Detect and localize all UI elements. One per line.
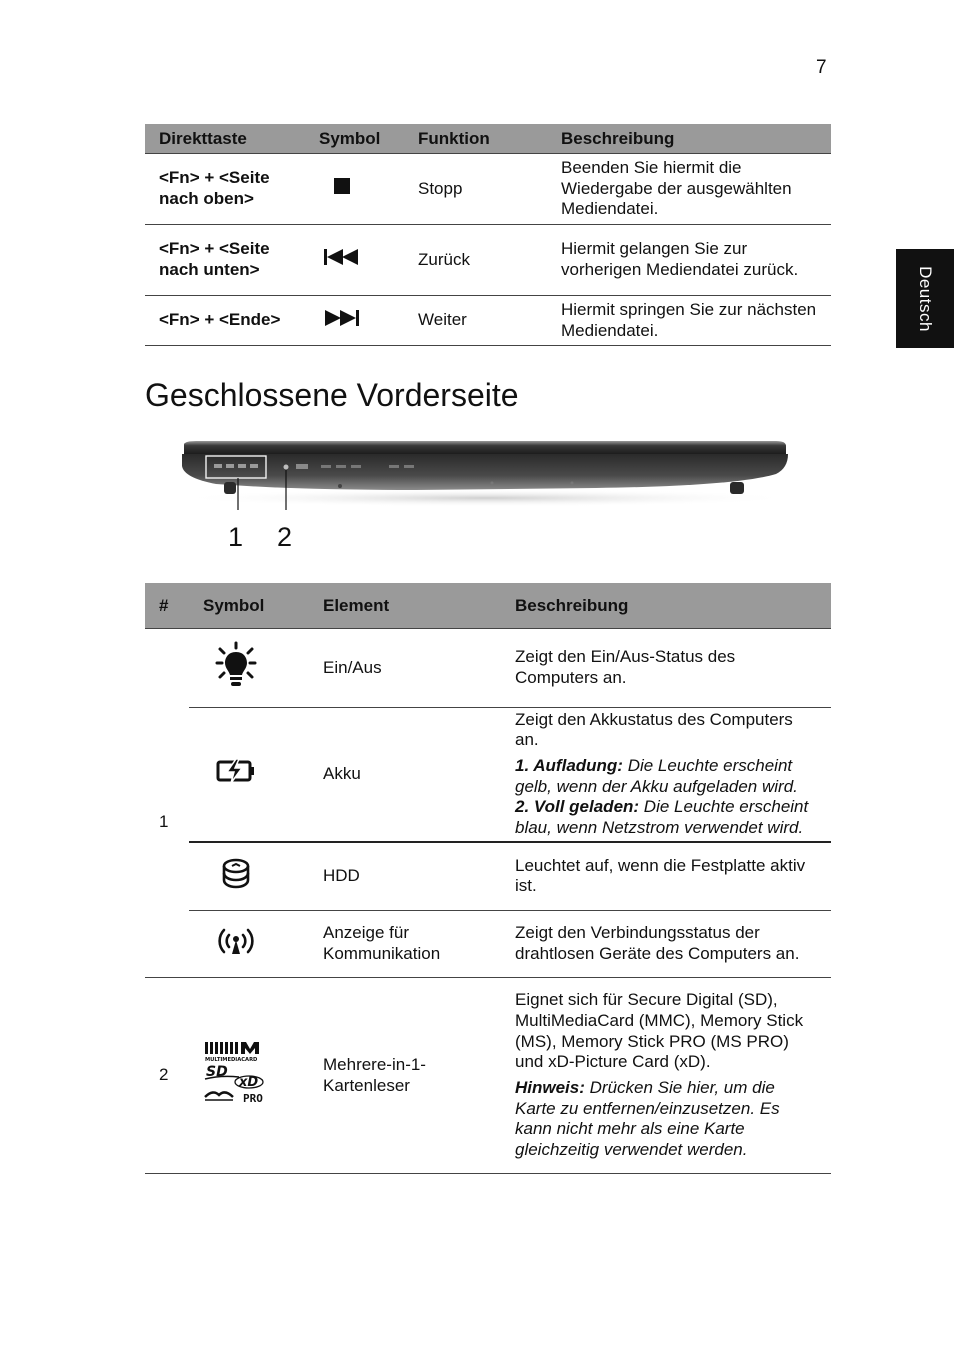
laptop-front-image xyxy=(176,438,796,515)
element-description: Zeigt den Akkustatus des Computers an. xyxy=(515,709,793,750)
language-tab-label: Deutsch xyxy=(916,265,935,332)
header-symbol: Symbol xyxy=(189,583,309,629)
section-title: Geschlossene Vorderseite xyxy=(145,377,519,413)
indicator-table xyxy=(145,583,831,1174)
card-reader-icon xyxy=(189,978,309,1174)
table-row xyxy=(145,911,831,978)
element-description-cell xyxy=(501,978,831,1174)
wireless-icon xyxy=(189,911,309,978)
element-description: Zeigt den Ein/Aus-Status des Computers an. xyxy=(501,629,831,708)
hdd-icon xyxy=(189,842,309,911)
note-label: 2. Voll geladen: xyxy=(515,797,640,817)
hotkey-key-line: nach unten> xyxy=(159,260,260,279)
element-name-line: Kommunikation xyxy=(323,944,441,963)
page-number: 7 xyxy=(816,57,827,78)
table-row xyxy=(145,708,831,842)
note-label: 1. Aufladung: xyxy=(515,756,623,776)
element-note xyxy=(515,1078,817,1161)
header-element: Element xyxy=(309,583,501,629)
language-tab xyxy=(896,249,954,348)
callout-2: 2 xyxy=(277,522,293,552)
xd-logo-text: xD xyxy=(239,1074,259,1090)
element-description: Leuchtet auf, wenn die Festplatte aktiv ist. xyxy=(501,842,831,911)
element-name xyxy=(309,911,501,978)
hotkey-function: Stopp xyxy=(404,154,547,225)
hotkey-key xyxy=(145,154,305,225)
element-description: Eignet sich für Secure Digital (SD), MultiMediaCard (MMC), Memory Stick (MS), Memory Stick PRO (MS PRO) und xD-Picture Card (xD). xyxy=(515,990,804,1072)
note-text: Die Leuchte erscheint blau, wenn Netzstrom verwendet wird. xyxy=(515,797,809,838)
table-row xyxy=(145,296,831,346)
stop-icon xyxy=(305,154,404,225)
hotkey-description: Hiermit springen Sie zur nächsten Mediendatei. xyxy=(547,296,831,346)
note-text: Drücken Sie hier, um die Karte zu entfernen/einzusetzen. Es kann nicht mehr als eine Karte gleichzeitig verwendet werden. xyxy=(515,1078,780,1160)
note-label: Hinweis: xyxy=(515,1078,585,1097)
note-text: Die Leuchte erscheint gelb, wenn der Akku aufgeladen wird. xyxy=(515,756,798,796)
hotkey-function: Zurück xyxy=(404,225,547,296)
hotkey-key: <Fn> + <Ende> xyxy=(145,296,305,346)
hotkey-key-line: <Fn> + <Seite xyxy=(159,239,270,259)
element-description-cell xyxy=(501,708,831,842)
previous-icon xyxy=(305,225,404,296)
hotkey-description: Beenden Sie hiermit die Wiedergabe der ausgewählten Mediendatei. xyxy=(547,154,831,225)
header-direkttaste: Direkttaste xyxy=(145,124,305,154)
element-note xyxy=(515,756,817,839)
battery-charge-icon xyxy=(189,708,309,842)
element-name: HDD xyxy=(309,842,501,911)
element-description: Zeigt den Verbindungsstatus der drahtlosen Geräte des Computers an. xyxy=(501,911,831,978)
pro-logo-text: PRO xyxy=(243,1091,263,1105)
element-name-line: Mehrere-in-1- xyxy=(323,1054,426,1074)
header-symbol: Symbol xyxy=(305,124,404,154)
hotkey-table xyxy=(145,124,831,346)
sd-logo-text: SD xyxy=(206,1063,228,1080)
header-funktion: Funktion xyxy=(404,124,547,154)
table-row xyxy=(145,978,831,1174)
element-name-line: Anzeige für xyxy=(323,923,409,943)
mmc-logo-text: MULTIMEDIACARD xyxy=(205,1056,258,1063)
hotkey-key-line: <Fn> + <Seite xyxy=(159,168,270,188)
callout-1: 1 xyxy=(228,522,244,552)
element-name xyxy=(309,978,501,1174)
group-number: 1 xyxy=(145,629,189,978)
hotkey-function: Weiter xyxy=(404,296,547,346)
next-icon xyxy=(305,296,404,346)
hotkey-description: Hiermit gelangen Sie zur vorherigen Mediendatei zurück. xyxy=(547,225,831,296)
hotkey-key xyxy=(145,225,305,296)
element-name: Ein/Aus xyxy=(309,629,501,708)
indicator-table-header xyxy=(145,583,831,629)
element-name: Akku xyxy=(309,708,501,842)
hotkey-key-line: nach oben> xyxy=(159,189,254,208)
header-beschreibung: Beschreibung xyxy=(547,124,831,154)
table-row xyxy=(145,154,831,225)
table-row xyxy=(145,225,831,296)
table-row xyxy=(145,842,831,911)
header-number: # xyxy=(145,583,189,629)
header-beschreibung: Beschreibung xyxy=(501,583,831,629)
table-row xyxy=(145,629,831,708)
power-light-icon xyxy=(189,629,309,708)
element-name-line: Kartenleser xyxy=(323,1075,410,1095)
hotkey-table-header xyxy=(145,124,831,154)
group-number: 2 xyxy=(145,978,189,1174)
